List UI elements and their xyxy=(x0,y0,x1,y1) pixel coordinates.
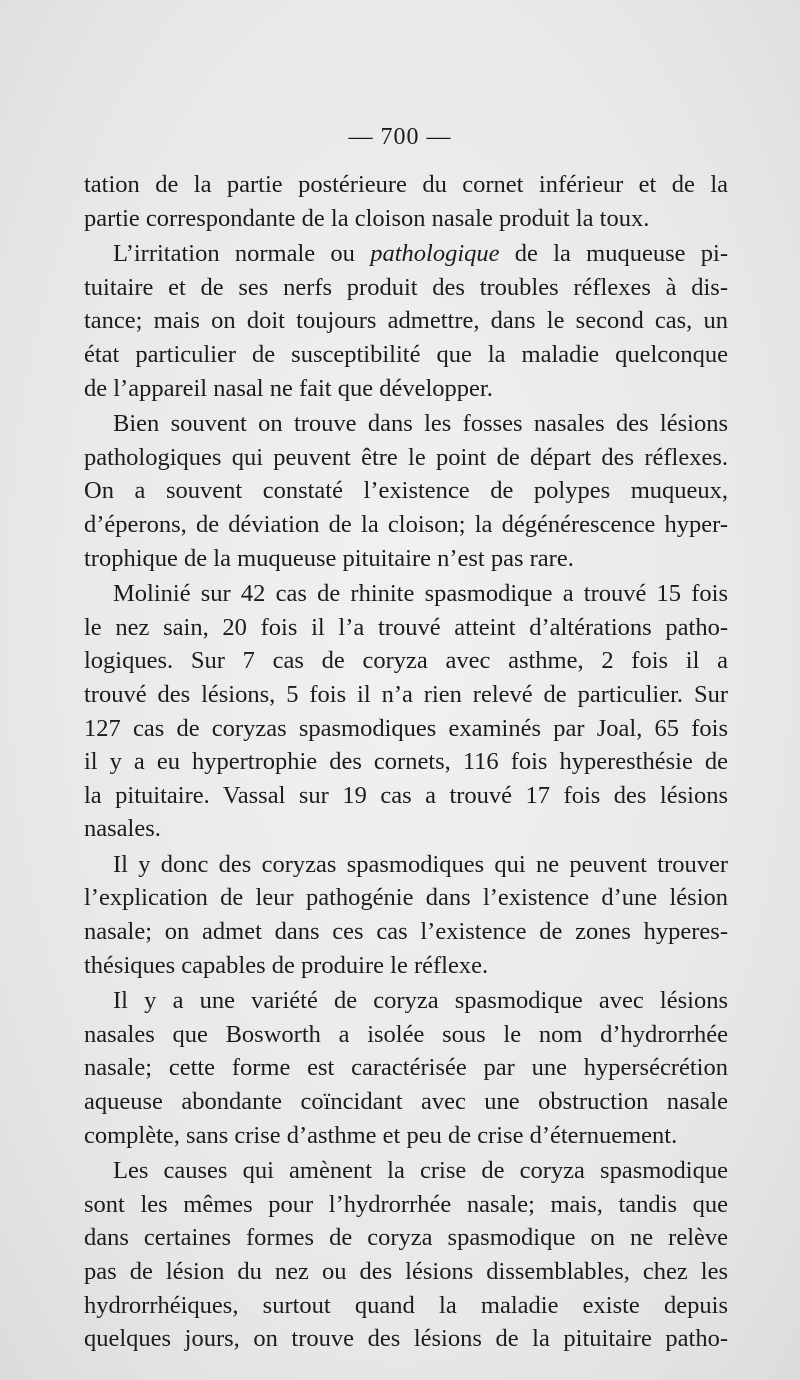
paragraph xyxy=(84,1154,728,1356)
paragraph xyxy=(84,407,728,575)
text-line: L’irritation normale ou pathologique de la muqueuse pi- xyxy=(113,240,728,268)
text-line: complète, sans crise d’asthme et peu de crise d’éternuement. xyxy=(84,1121,678,1149)
paragraph xyxy=(84,984,728,1152)
text-line: nasales. xyxy=(84,815,161,843)
text-line: trophique de la muqueuse pituitaire n’est pas rare. xyxy=(84,544,574,572)
text-line: Il y a une variété de coryza spasmodique avec lésions xyxy=(113,987,728,1015)
text-line: le nez sain, 20 fois il l’a trouvé atteint d’altérations patho- xyxy=(84,613,728,641)
text-line: 127 cas de coryzas spasmodiques examinés par Joal, 65 fois xyxy=(84,714,728,742)
page-number: — 700 — xyxy=(348,124,452,150)
text-line: nasales que Bosworth a isolée sous le nom d’hydrorrhée xyxy=(84,1020,728,1048)
text-line: thésiques capables de produire le réflexe. xyxy=(84,951,489,979)
text-line: On a souvent constaté l’existence de polypes muqueux, xyxy=(84,477,728,505)
paragraph xyxy=(84,848,728,982)
paragraph xyxy=(84,168,728,235)
text-line: pas de lésion du nez ou des lésions dissemblables, chez les xyxy=(84,1258,728,1285)
text-line: d’éperons, de déviation de la cloison; la dégénérescence hyper- xyxy=(84,510,728,538)
text-line: logiques. Sur 7 cas de coryza avec asthme, 2 fois il a xyxy=(84,647,728,675)
text-line: nasale; on admet dans ces cas l’existence de zones hyperes- xyxy=(84,918,728,946)
text-line: de l’appareil nasal ne fait que développer. xyxy=(84,374,493,402)
text-line: sont les mêmes pour l’hydrorrhée nasale; mais, tandis que xyxy=(84,1190,728,1218)
text-line: aqueuse abondante coïncidant avec une obstruction nasale xyxy=(84,1088,728,1116)
emphasis: pathologique xyxy=(370,240,500,268)
text-line: il y a eu hypertrophie des cornets, 116 fois hyperesthésie de xyxy=(84,748,728,776)
text-line: Les causes qui amènent la crise de coryza spasmodique xyxy=(113,1157,728,1185)
text-line: Bien souvent on trouve dans les fosses nasales des lésions xyxy=(113,410,728,438)
text-line: dans certaines formes de coryza spasmodique on ne relève xyxy=(84,1224,728,1252)
text-line: tance; mais on doit toujours admettre, dans le second cas, un xyxy=(84,307,728,335)
text-line: trouvé des lésions, 5 fois il n’a rien relevé de particulier. Sur xyxy=(84,680,728,708)
text-line: Il y donc des coryzas spasmodiques qui ne peuvent trouver xyxy=(113,850,728,878)
text-line: l’explication de leur pathogénie dans l’existence d’une lésion xyxy=(84,884,728,912)
text-line: la pituitaire. Vassal sur 19 cas a trouvé 17 fois des lésions xyxy=(84,781,728,809)
text-line: état particulier de susceptibilité que la maladie quelconque xyxy=(84,340,728,368)
text-line: nasale; cette forme est caractérisée par une hypersécrétion xyxy=(84,1054,728,1082)
text-line: tation de la partie postérieure du cornet inférieur et de la xyxy=(84,171,728,198)
text-line: pathologiques qui peuvent être le point de départ des réflexes. xyxy=(84,443,728,471)
text-line: tuitaire et de ses nerfs produit des troubles réflexes à dis- xyxy=(84,273,728,301)
text-line: quelques jours, on trouve des lésions de la pituitaire patho- xyxy=(84,1325,728,1353)
paragraph xyxy=(84,237,728,405)
body-text xyxy=(84,168,728,1356)
text-line: partie correspondante de la cloison nasale produit la toux. xyxy=(84,204,650,232)
text-line: hydrorrhéiques, surtout quand la maladie existe depuis xyxy=(84,1291,728,1319)
text-line: Molinié sur 42 cas de rhinite spasmodique a trouvé 15 fois xyxy=(113,580,728,608)
paragraph xyxy=(84,577,728,846)
